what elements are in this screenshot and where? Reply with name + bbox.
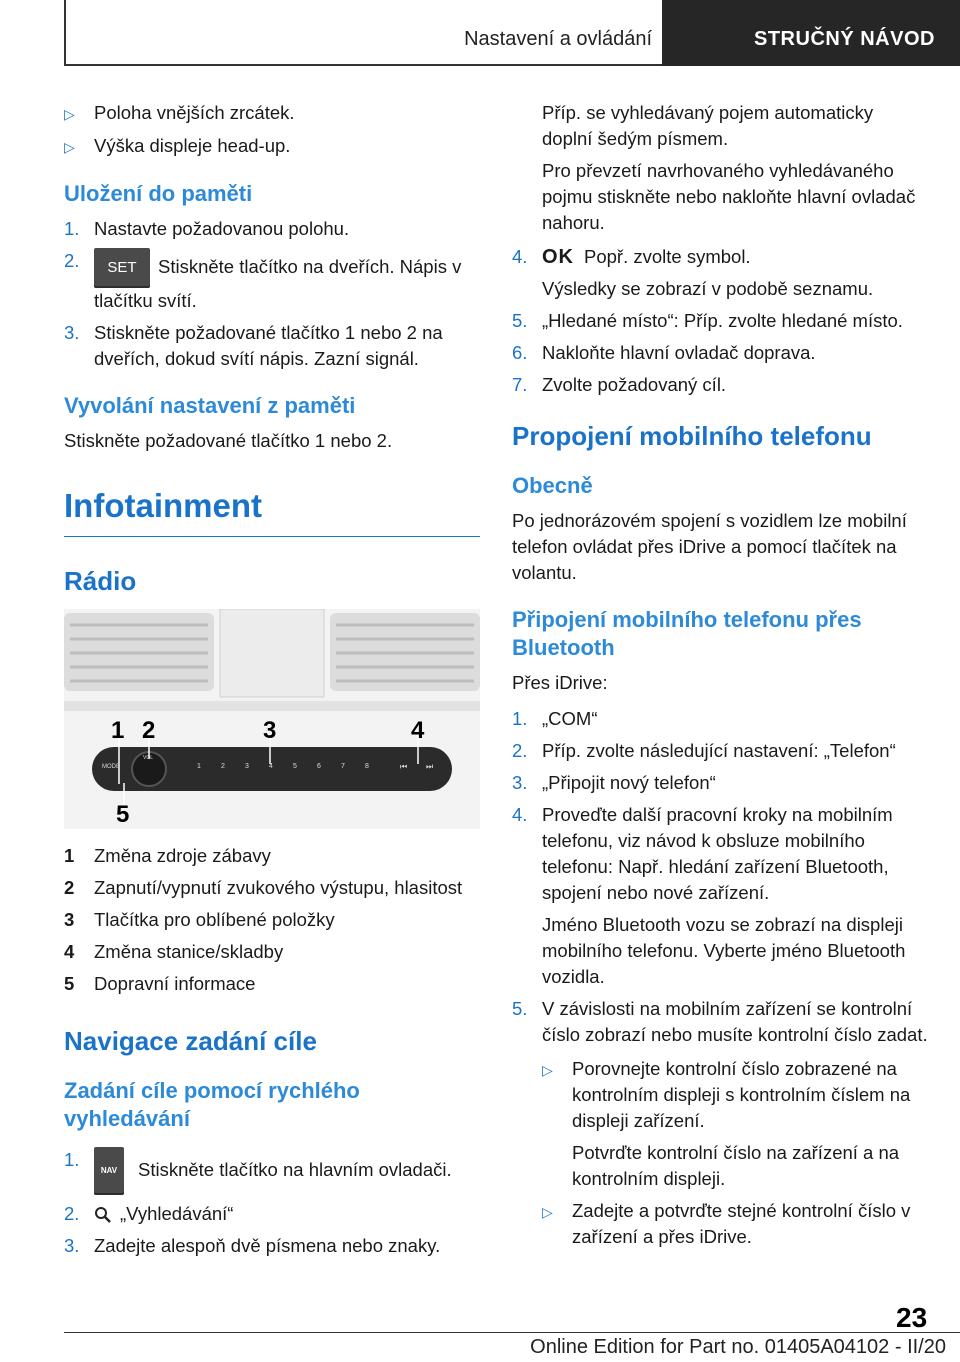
radio-controls-figure — [64, 609, 480, 829]
list-item: ▷ Poloha vnějších zrcátek. — [64, 100, 480, 127]
figure-callout-4: 4 — [411, 717, 425, 744]
nav-step-1: 1. NAV Stiskněte tlačítko na hlavním ovladači. — [64, 1147, 480, 1195]
search-icon — [94, 1206, 112, 1224]
continuation-text-2: Pro převzetí navrhovaného vyhledávaného pojmu stiskněte nebo nakloňte hlavní ovladač nahoru. — [542, 160, 916, 233]
triangle-bullet-icon: ▷ — [64, 106, 75, 122]
legend-item: 4 Změna stanice/skladby — [64, 941, 284, 962]
figure-callout-5: 5 — [116, 801, 130, 828]
preset-button: 8 — [365, 763, 369, 770]
memory-step-1: 1. Nastavte požadovanou polohu. — [64, 218, 350, 239]
general-heading: Obecně — [512, 473, 593, 498]
search-step-6: 6. Nakloňte hlavní ovladač doprava. — [512, 342, 816, 363]
memory-step-3: 3. Stiskněte požadované tlačítko 1 nebo 2 na dveřích, dokud svítí nápis. Zazní signál. — [64, 322, 443, 369]
legend-item: 1 Změna zdroje zábavy — [64, 845, 271, 866]
radio-heading: Rádio — [64, 566, 137, 596]
search-step-7: 7. Zvolte požadovaný cíl. — [512, 374, 727, 395]
nav-button-icon: NAV — [94, 1147, 124, 1195]
skip-back-icon: ⏮ — [400, 762, 408, 771]
preset-button: 3 — [245, 763, 249, 770]
triangle-bullet-icon: ▷ — [542, 1062, 553, 1078]
figure-callout-2: 2 — [142, 717, 156, 744]
preset-button: 5 — [293, 763, 297, 770]
memory-step-2: 2. SET Stiskněte tlačítko na dveřích. Nápis v tlačítku svítí. — [64, 250, 462, 311]
nav-step-3: 3. Zadejte alespoň dvě písmena nebo znaky. — [64, 1235, 441, 1256]
header-chapter-tab: STRUČNÝ NÁVOD — [662, 0, 960, 66]
bluetooth-heading: Připojení mobilního telefonu přes Bluetooth — [512, 607, 862, 660]
continuation-text-1: Příp. se vyhledávaný pojem automaticky doplní šedým písmem. — [542, 102, 874, 149]
list-item: ▷ Výška displeje head-up. — [64, 133, 480, 160]
skip-forward-icon: ⏭ — [426, 762, 434, 771]
mode-button-text: MODE — [102, 764, 120, 770]
bluetooth-intro: Přes iDrive: — [512, 672, 608, 693]
triangle-bullet-icon: ▷ — [542, 1204, 553, 1220]
right-column — [512, 100, 928, 1262]
nav-step-2: 2. „Vyhledávání“ — [64, 1203, 234, 1224]
preset-button: 1 — [197, 763, 201, 770]
set-button-icon: SET — [94, 248, 150, 288]
search-step-5: 5. „Hledané místo“: Příp. zvolte hledané místo. — [512, 310, 903, 331]
list-item: ▷ Zadejte a potvrďte stejné kontrolní číslo v zařízení a přes iDrive. — [542, 1198, 928, 1250]
quick-search-heading: Zadání cíle pomocí rychlého vyhledávání — [64, 1078, 360, 1131]
preset-button: 4 — [269, 763, 273, 770]
bt-step-5: 5. V závislosti na mobilním zařízení se kontrolní číslo zobrazí nebo musíte kontrolní číslo zadat. ▷ Porovnejte kontrolní číslo zobrazené na kontrolním displeji s kontrolním číslem na displeji zařízení. Potvrďte kontrolní číslo na zařízení a na kontrolním displeji. ▷ Zadejte a potvrďte stejné kontrolní číslo v zařízení a přes iDrive. — [512, 996, 928, 1256]
legend-item: 5 Dopravní informace — [64, 973, 256, 994]
footer-edition-text: Online Edition for Part no. 01405A04102 - II/20 — [530, 1336, 946, 1358]
chapter-title: Infotainment — [64, 486, 480, 537]
bt-step-4: 4. Proveďte další pracovní kroky na mobilním telefonu, viz návod k obsluze mobilního telefonu: Např. hledání zařízení Bluetooth, spojení nebo nové zařízení. Jméno Bluetooth vozu se zobrazí na displeji mobilního telefonu. Vyberte jméno Bluetooth vozidla. — [512, 804, 906, 987]
left-column — [64, 100, 480, 1265]
ok-icon: OK — [542, 246, 574, 268]
vol-knob-text: VOL — [143, 755, 154, 761]
legend-item: 3 Tlačítka pro oblíbené položky — [64, 909, 335, 930]
triangle-bullet-icon: ▷ — [64, 139, 75, 155]
legend-item: 2 Zapnutí/vypnutí zvukového výstupu, hlasitost — [64, 877, 463, 898]
recall-text: Stiskněte požadované tlačítko 1 nebo 2. — [64, 430, 393, 451]
search-step-4: 4. OK Popř. zvolte symbol. Výsledky se zobrazí v podobě seznamu. — [512, 246, 874, 299]
header-section-title: Nastavení a ovládání — [464, 28, 652, 50]
footer-divider — [64, 1332, 960, 1333]
bt-step-1: 1. „COM“ — [512, 708, 598, 729]
bt-step-3: 3. „Připojit nový telefon“ — [512, 772, 716, 793]
bt-step-2: 2. Příp. zvolte následující nastavení: „Telefon“ — [512, 740, 896, 761]
preset-button: 7 — [341, 763, 345, 770]
recall-heading: Vyvolání nastavení z paměti — [64, 393, 356, 418]
phone-heading: Propojení mobilního telefonu — [512, 421, 872, 451]
page-number: 23 — [896, 1302, 928, 1333]
memory-heading: Uložení do paměti — [64, 181, 253, 206]
navigation-heading: Navigace zadání cíle — [64, 1026, 317, 1056]
preset-button: 2 — [221, 763, 225, 770]
preset-button: 6 — [317, 763, 321, 770]
list-item: ▷ Porovnejte kontrolní číslo zobrazené na kontrolním displeji s kontrolním číslem na displeji zařízení. Potvrďte kontrolní číslo na zařízení a na kontrolním displeji. — [542, 1056, 928, 1192]
general-text: Po jednorázovém spojení s vozidlem lze mobilní telefon ovládat přes iDrive a pomocí tlačítek na volantu. — [512, 510, 907, 583]
figure-callout-1: 1 — [111, 717, 125, 744]
figure-callout-3: 3 — [263, 717, 277, 744]
